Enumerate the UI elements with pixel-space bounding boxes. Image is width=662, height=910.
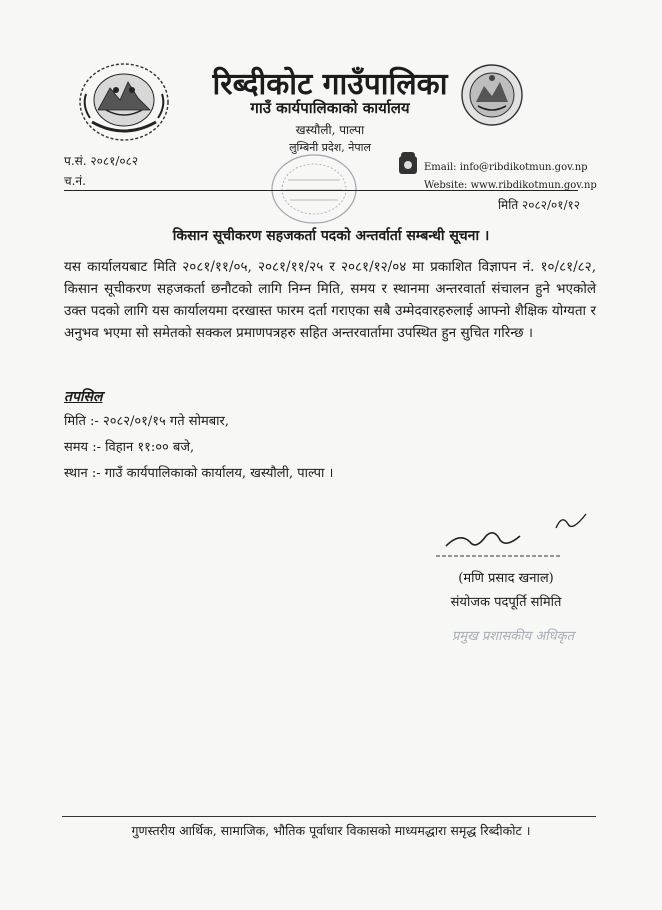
letter-date: मिति २०८२/०१/१२: [497, 198, 580, 212]
signer-name: (मणि प्रसाद खनाल): [458, 571, 554, 586]
header-divider: [64, 190, 578, 191]
org-name: रिब्दीकोट गाउँपालिका: [212, 67, 448, 102]
footer-divider: [62, 816, 596, 817]
signer-title: संयोजक पदपूर्ति समिति: [450, 595, 562, 610]
designation-stamp: प्रमुख प्रशासकीय अधिकृत: [451, 629, 575, 644]
notice-body: यस कार्यालयबाट मिति २०८१/११/०५, २०८१/११/२५ र २०८१/१२/०४ मा प्रकाशित विज्ञापन नं. १०/८१/८२, किसान सूचीकरण सहजकर्ता छनौटको लागि निम्न मिति, समय र स्थानमा अन्तरवार्ता संचालन हुने भएकोले उक्त पदको लागि यस कार्यालयमा दरखास्त फारम दर्ता गराएका सबै उम्मेदवारहरुलाई आफ्नो शैक्षिक योग्यता र अनुभव भएमा सो समेतको सक्कल प्रमाणपत्रहरु सहित अन्तरवार्तामा उपस्थित हुन सुचित गरिन्छ ।: [64, 259, 596, 341]
handwritten-signature: [436, 506, 596, 566]
dispatch-number: च.नं.: [64, 174, 86, 188]
telephone-icon: [397, 150, 419, 176]
interview-place: स्थान :- गाउँ कार्यपालिकाको कार्यालय, खस्यौली, पाल्पा ।: [64, 466, 334, 481]
footer-motto: गुणस्तरीय आर्थिक, सामाजिक, भौतिक पूर्वाधार विकासको माध्यमद्धारा समृद्ध रिब्दीकोट ।: [131, 823, 531, 838]
notice-subject: किसान सूचीकरण सहजकर्ता पदको अन्तर्वार्ता सम्बन्धी सूचना ।: [172, 228, 490, 244]
details-heading: तपसिल: [64, 389, 103, 405]
address-line-2: लुम्बिनी प्रदेश, नेपाल: [289, 141, 371, 154]
interview-date: मिति :- २०८२/०१/१५ गते सोमबार,: [64, 414, 229, 429]
office-seal-icon: [268, 150, 360, 228]
website-address: Website: www.ribdikotmun.gov.np: [424, 180, 597, 191]
nepal-emblem-icon: [76, 60, 172, 144]
email-address: Email: info@ribdikotmun.gov.np: [424, 162, 588, 173]
reference-number: प.सं. २०८१/०८२: [64, 154, 139, 168]
office-name: गाउँ कार्यपालिकाको कार्यालय: [250, 99, 410, 117]
interview-time: समय :- विहान ११:०० बजे,: [64, 440, 195, 455]
address-line-1: खस्यौली, पाल्पा: [295, 123, 365, 137]
